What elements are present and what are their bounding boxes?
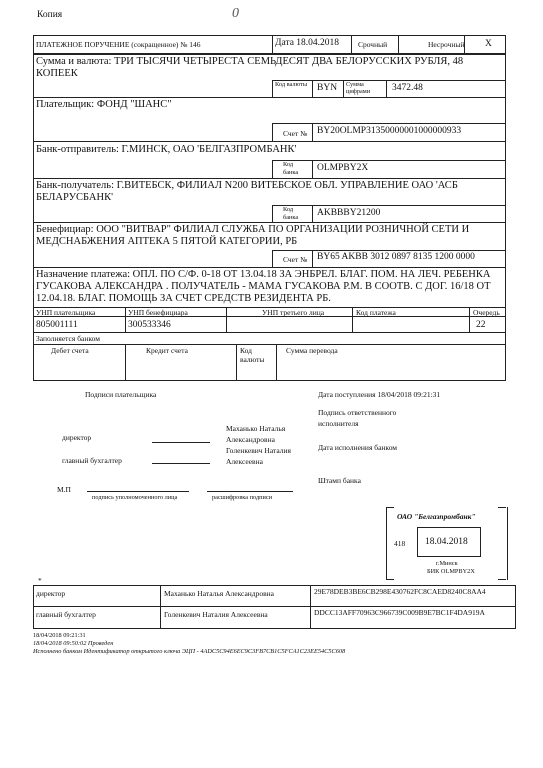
debit-label: Дебет счета (51, 346, 89, 355)
beneficiary-name: ООО "ВИТВАР" ФИЛИАЛ СЛУЖБА ПО ОРГАНИЗАЦИИ РОЗНИЧНОЙ СЕТИ И МЕДСНАБЖЕНИЯ АПТЕКА 5 ПЯТОЙ КАТЕГОРИИ, РБ (36, 224, 470, 247)
amount-text: ТРИ ТЫСЯЧИ ЧЕТЫРЕСТА СЕМЬДЕСЯТ ДВА БЕЛОРУССКИХ РУБЛЯ, 48 КОПЕЕК (36, 56, 464, 79)
stamp-number: 418 (394, 539, 406, 548)
sender-bank-code: OLMPBY2X (317, 163, 369, 173)
purpose-label: Назначение платежа: (36, 269, 131, 280)
sender-bank (36, 144, 296, 155)
eds-row-hash: 29E78DEB3BE6CB298E430762FC8CAED8240C8AA4 (314, 587, 486, 596)
footer-line-1: 18/04/2018 09:21:31 (33, 632, 86, 639)
payer-account: BY20OLMP31350000001000000933 (317, 126, 462, 136)
credit-label: Кредит счета (146, 346, 188, 355)
eds-row-hash: DDCC13AFF70963C966739C009B9E7BC1F4DA919A (314, 608, 485, 617)
payment-purpose (36, 269, 506, 305)
bank-fill-title: Заполняется банком (36, 334, 100, 343)
payer-label: Плательщик: (36, 99, 95, 110)
handwritten-mark: 0 (232, 6, 239, 21)
queue-label: Очередь (473, 308, 500, 317)
beneficiary-unp: 300533346 (128, 320, 171, 330)
copy-label: Копия (37, 10, 63, 20)
transfer-sum-label: Сумма перевода (286, 346, 338, 355)
receiver-bank (36, 180, 504, 204)
purpose-text: ОПЛ. ПО С/Ф. 0-18 ОТ 13.04.18 ЗА ЭНБРЕЛ. БЛАГ. ПОМ. НА ЛЕЧ. РЕБЕНКА ГУСАКОВА АЛЕКСАНДРА . ПОЛУЧАТЕЛЬ - МАМА ГУСАКОВА Р.М. В СООТВ. С ДОГ. 16/18 ОТ 12.04.18. БЛАГ. ПОМОЩЬ ЗА СЧЕТ СРЕДСТВ РЕЗИДЕНТА РБ. (36, 269, 491, 304)
responsible-signature-label: Подпись ответственного исполнителя (318, 408, 397, 428)
currency-code-label: Код валюты (275, 81, 308, 88)
urgent-label: Срочный (358, 40, 388, 49)
accountant-name: Голенкевич Наталия Алексеевна (226, 446, 291, 466)
amount-words (36, 56, 504, 80)
queue-value: 22 (476, 320, 486, 330)
amount-value: 3472.48 (392, 83, 423, 93)
receipt-date: Дата поступления 18/04/2018 09:21:31 (318, 390, 441, 399)
footer-line-2: 18/04/2018 09:50:02 Проведен (33, 640, 114, 647)
currency-value: BYN (317, 83, 338, 93)
receiver-bank-code-label: Код банка (283, 206, 299, 221)
third-party-unp-label: УНП третьего лица (262, 308, 325, 317)
bank-currency-code-label: Код валюты (240, 346, 265, 364)
payer-signatures-label: Подписи плательщика (85, 390, 157, 399)
receiver-bank-label: Банк-получатель: (36, 180, 114, 191)
chief-accountant-label: главный бухгалтер (62, 456, 122, 465)
eds-row-role: директор (36, 589, 66, 598)
stamp-bank-name: ОАО "Белгазпромбанк" (397, 512, 476, 521)
nonurgent-label: Несрочный (428, 40, 465, 49)
document-date: Дата 18.04.2018 (275, 38, 340, 48)
director-label: директор (62, 433, 92, 442)
eds-row-role: главный бухгалтер (36, 610, 96, 619)
beneficiary-account: BY65 AKBB 3012 0897 8135 1200 0000 (317, 252, 475, 262)
payment-code-label: Код платежа (356, 308, 396, 317)
payer-account-label: Счет № (283, 129, 308, 138)
asterisk-mark: * (38, 576, 42, 585)
payer-name: ФОНД "ШАНС" (96, 99, 172, 110)
sum-digits-label: Сумма цифрами (346, 81, 371, 95)
eds-row-name: Голенкевич Наталия Алексеевна (164, 610, 268, 619)
beneficiary (36, 224, 504, 248)
sender-bank-code-label: Код банка (283, 161, 299, 176)
sender-bank-name: Г.МИНСК, ОАО 'БЕЛГАЗПРОМБАНК' (121, 144, 297, 155)
document-title: ПЛАТЕЖНОЕ ПОРУЧЕНИЕ (сокращенное) № 146 (36, 40, 201, 49)
sender-bank-label: Банк-отправитель: (36, 144, 119, 155)
stamp-bic: БИК OLMPBY2X (427, 568, 475, 575)
payer-unp-label: УНП плательщика (36, 308, 96, 317)
payer-unp: 805001111 (36, 320, 78, 330)
stamp-date: 18.04.2018 (425, 537, 468, 547)
signature-decoding-label: расшифровка подписи (212, 494, 273, 501)
mp-label: М.П (57, 485, 71, 494)
beneficiary-label: Бенефициар: (36, 224, 94, 235)
amount-label: Сумма и валюта: (36, 56, 112, 67)
stamp-city: г.Минск (436, 560, 458, 567)
beneficiary-unp-label: УНП бенефициара (128, 308, 188, 317)
payer (36, 99, 172, 110)
footer-line-3: Исполнено банком Идентификатор открытого ключа ЭЦП - 4ADC5C94E6EC9C3FB7CB1C5FCA1C23EE54C5C608 (33, 648, 346, 655)
bank-stamp-label: Штамп банка (318, 476, 361, 485)
receiver-bank-name: Г.ВИТЕБСК, ФИЛИАЛ N200 ВИТЕБСКОЕ ОБЛ. УПРАВЛЕНИЕ ОАО 'АСБ БЕЛАРУСБАНК' (36, 180, 458, 203)
beneficiary-account-label: Счет № (283, 255, 308, 264)
authorized-signature-label: подпись уполномоченного лица (92, 494, 178, 501)
execution-date-label: Дата исполнения банком (318, 443, 398, 452)
director-name: Маханько Наталья Александровна (226, 424, 286, 444)
eds-row-name: Маханько Наталья Александровна (164, 589, 275, 598)
nonurgent-mark: X (485, 39, 492, 49)
receiver-bank-code: AKBBBY21200 (317, 208, 381, 218)
